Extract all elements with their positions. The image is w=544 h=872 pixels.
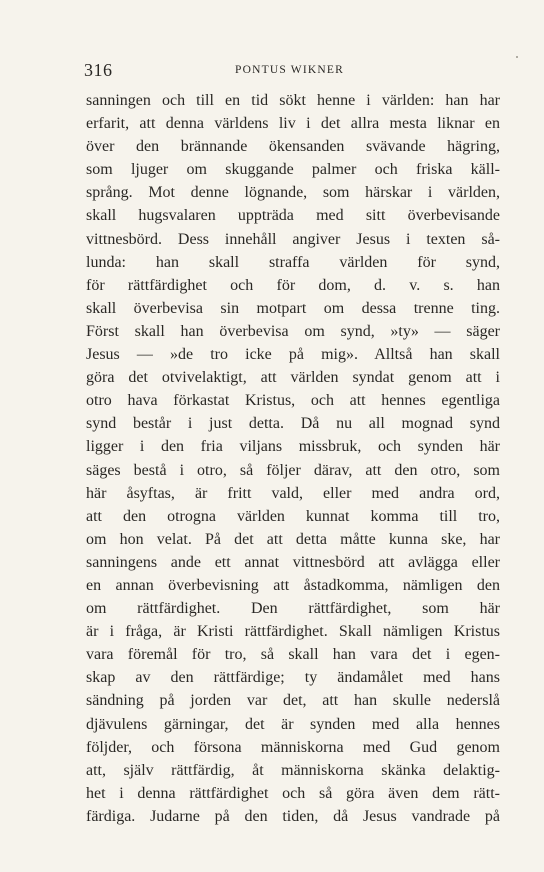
running-title: PONTUS WIKNER — [235, 64, 344, 76]
text-line: vara föremål för tro, så skall han vara det i egen- — [86, 646, 500, 664]
text-line: om rättfärdighet. Den rättfärdighet, som här — [86, 600, 500, 618]
text-line: sanningens ande ett annat vittnesbörd att avlägga eller — [86, 553, 500, 571]
text-line: sändning på jorden var det, att han skulle nederslå — [86, 692, 500, 710]
text-line: säges bestå i otro, så följer därav, att den otro, som — [86, 461, 500, 479]
text-line: lunda: han skall straffa världen för synd, — [86, 253, 500, 271]
text-line: att den otrogna världen kunnat komma till tro, — [86, 507, 500, 525]
text-line: skall överbevisa sin motpart om dessa trenne ting. — [86, 299, 500, 317]
text-line: göra det otvivelaktigt, att världen syndat genom att i — [86, 369, 500, 387]
text-line: följder, och försona människorna med Gud genom — [86, 738, 500, 756]
text-line: över den brännande ökensanden svävande hägring, — [86, 138, 500, 156]
text-line: Först skall han överbevisa om synd, »ty» — säger — [86, 322, 500, 340]
text-line: om hon velat. På det att detta måtte kunna ske, har — [86, 530, 500, 548]
text-line: ligger i den fria viljans missbruk, och synden här — [86, 438, 500, 456]
text-line: här åsyftas, är fritt vald, eller med andra ord, — [86, 484, 500, 502]
text-line: vittnesbörd. Dess innehåll angiver Jesus i texten så- — [86, 230, 500, 248]
text-line: en annan överbevisning att åstadkomma, nämligen den — [86, 576, 500, 594]
text-line: skap av den rättfärdige; ty ändamålet med hans — [86, 669, 500, 687]
text-line: som ljuger om skuggande palmer och friska käll- — [86, 161, 500, 179]
text-line: Jesus — »de tro icke på mig». Alltså han skall — [86, 346, 500, 364]
text-line: sanningen och till en tid sökt henne i världen: han har — [86, 92, 500, 109]
text-line: skall hugsvalaren uppträda med sitt överbevisande — [86, 207, 500, 225]
text-line: för rättfärdighet och för dom, d. v. s. han — [86, 276, 500, 294]
text-line: att, själv rättfärdig, åt människorna skänka delaktig- — [86, 761, 500, 779]
text-line: het i denna rättfärdighet och så göra även dem rätt- — [86, 784, 500, 802]
text-line: färdiga. Judarne på den tiden, då Jesus vandrade på — [86, 807, 500, 825]
text-line: djävulens gärningar, det är synden med alla hennes — [86, 715, 500, 733]
paper-speck — [516, 56, 518, 58]
body-text — [86, 89, 500, 828]
text-line: otro hava förkastat Kristus, och att hennes egentliga — [86, 392, 500, 410]
text-line: synd består i just detta. Då nu all mognad synd — [86, 415, 500, 433]
page-number: 316 — [84, 60, 113, 80]
text-line: erfarit, att denna världens liv i det allra mesta liknar en — [86, 115, 500, 133]
text-line: är i fråga, är Kristi rättfärdighet. Skall nämligen Kristus — [86, 623, 500, 641]
text-line: språng. Mot denne lögnande, som härskar i världen, — [86, 184, 500, 202]
